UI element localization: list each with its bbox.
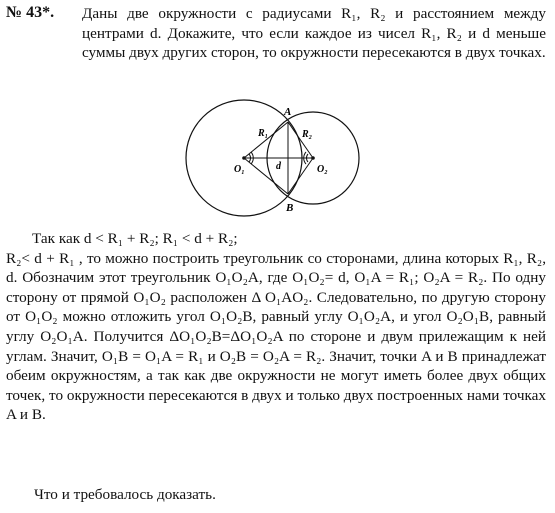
point-o1 <box>242 156 246 160</box>
problem-statement: Даны две окружности с радиусами R₁, R₂ и расстоянием между центрами d. Докажите, что если каждое из чисел R₁, R₂ и d меньше суммы двух других сторон, то окружности пересекаются в двух точках. <box>82 5 546 61</box>
solution-first-line: Так как d < R₁ + R₂; R₁ < d + R₂; <box>32 230 238 247</box>
point-o2 <box>311 156 315 160</box>
label-r1: R₁ <box>258 128 269 139</box>
segment-o2a <box>288 122 313 158</box>
problem-number: № 43*. <box>6 4 55 21</box>
solution-conclusion: Что и требовалось доказать. <box>34 486 216 503</box>
solution-body: R₂< d + R₁ , то можно построить треугольник со сторонами, длина которых R₁, R₂, d. Обозначим этот треугольник O₁O₂A, где O₁O₂= d, O₁A = R₁; O₂A = R₂. По одну сторону от прямой O₁O₂ расположен Δ O₁AO₂. Следовательно, по другую сторону от O₁O₂ можно отложить угол O₁O₂B, равный углу O₁O₂A, и угол O₂O₁B, равный углу O₂O₁A. Получится ΔO₁O₂B=ΔO₁O₂A по стороне и двум прилежащим к ней углам. Значит, O₁B = O₁A = R₁ и O₂B = O₂A = R₂. Значит, точки A и B принадлежат обеим окружностям, а так как две окружности не могут иметь более двух общих точек, то окружности пересекаются в двух и только двух построенных нами точках A и B. <box>6 249 546 424</box>
label-d: d <box>276 161 281 172</box>
label-r2: R₂ <box>302 129 313 140</box>
label-o2: O₂ <box>317 164 328 175</box>
label-b: B <box>286 202 294 214</box>
label-o1: O₁ <box>234 164 245 175</box>
two-circles-figure <box>178 98 378 220</box>
solution-block <box>6 229 546 425</box>
segment-o2b <box>288 158 313 194</box>
label-a: A <box>284 106 292 118</box>
segment-o1b <box>244 158 288 194</box>
